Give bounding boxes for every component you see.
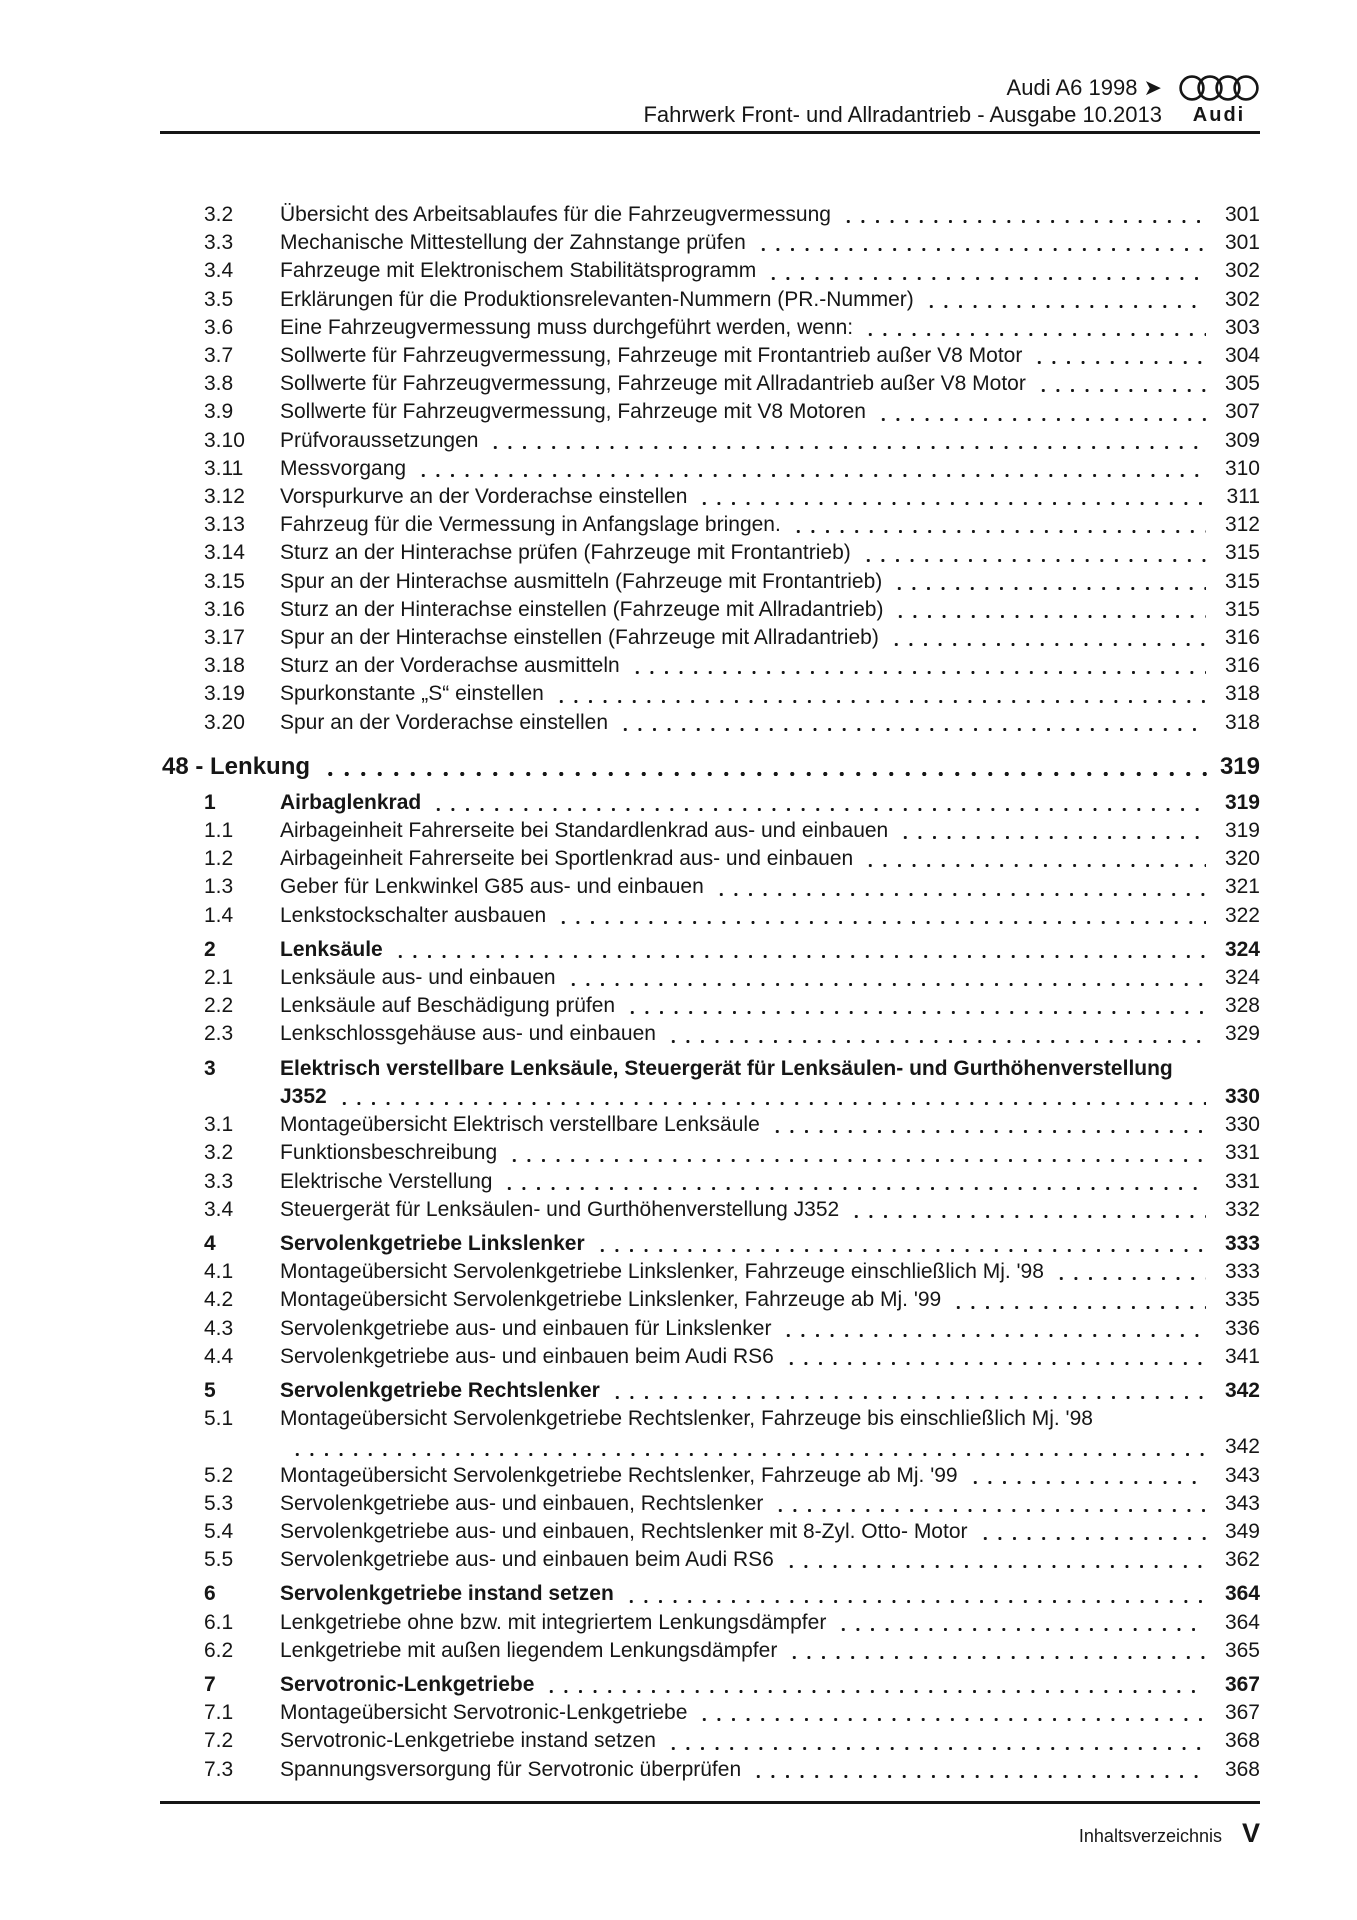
toc-entry-title: Servolenkgetriebe aus- und einbauen, Rechtslenker mit 8-Zyl. Otto- Motor [280,1519,968,1543]
toc-entry-number: 3.10 [204,428,245,452]
toc-entry-title: Sturz an der Hinterachse prüfen (Fahrzeuge mit Frontantrieb) [280,541,851,565]
toc-row-48 - Lenkung [147,751,1260,783]
toc-entry-title: Montageübersicht Elektrisch verstellbare Lenksäule [280,1113,760,1137]
toc-row-4 [147,1230,1260,1258]
toc-entry-number: 3.14 [204,541,245,565]
toc-row-1 [147,789,1260,817]
footer-divider [160,1801,1260,1804]
toc-page-number: 322 [1224,903,1260,927]
toc-page-number: 309 [1224,428,1260,452]
toc-entry-number: 2.1 [204,966,234,990]
toc-page-number: 320 [1224,847,1260,871]
toc-row-3.1 [147,1111,1260,1139]
dot-leader [849,1213,1206,1220]
toc-row-7.2 [147,1727,1260,1755]
toc-page-number: 364 [1224,1610,1260,1634]
toc-page-number: 305 [1224,372,1260,396]
toc-row-3.2 [147,201,1260,229]
audi-rings-icon [1178,74,1260,102]
dot-leader [773,1507,1206,1514]
toc-page-number: 335 [1224,1288,1260,1312]
toc-entry-line2 [147,1083,1260,1111]
toc-page-number: 331 [1224,1141,1260,1165]
toc-row-4.3 [147,1315,1260,1343]
toc-entry-number: 1.3 [204,875,234,899]
toc-page-number: 342 [1224,1378,1260,1402]
dot-leader [714,891,1206,898]
toc-entry-title: Spur an der Vorderachse einstellen [280,710,609,734]
toc-row-3.7 [147,342,1260,370]
dot-leader [666,1745,1206,1752]
toc-page-number: 311 [1226,485,1260,509]
dot-leader [290,1451,1206,1458]
dot-leader [393,953,1206,960]
toc-row-4.2 [147,1286,1260,1314]
dot-leader [625,1009,1206,1016]
toc-page-number: 368 [1224,1729,1260,1753]
dot-leader [889,641,1206,648]
dot-leader [488,444,1206,451]
footer-page-number: V [1241,1818,1260,1848]
dot-leader [861,557,1206,564]
dot-leader [781,1332,1206,1339]
dot-leader [666,1038,1206,1045]
toc-row-5 [147,1377,1260,1405]
toc-row-6.1 [147,1609,1260,1637]
toc-entry-number: 4.3 [204,1316,234,1340]
toc-entry-title: Airbageinheit Fahrerseite bei Sportlenkrad aus- und einbauen [280,847,854,871]
toc-entry-number: 3.4 [204,259,234,283]
toc-row-3.6 [147,314,1260,342]
toc-entry-number: 5.4 [204,1519,234,1543]
toc-page-number: 302 [1224,259,1260,283]
dot-leader [1054,1275,1206,1282]
toc-entry-number: 3.13 [204,513,245,537]
toc-row-2.1 [147,964,1260,992]
toc-entry-title: Übersicht des Arbeitsablaufes für die Fahrzeugvermessung [280,203,831,226]
toc-row-6 [147,1580,1260,1608]
header-title-line2: Fahrwerk Front- und Allradantrieb - Ausgabe 10.2013 [643,102,1162,127]
toc-entry-number: 3.15 [204,569,245,593]
toc-entry-title: Montageübersicht Servolenkgetriebe Rechtslenker, Fahrzeuge bis einschließlich Mj. '98 [280,1407,1093,1431]
dot-leader [951,1304,1206,1311]
toc-page-number: 342 [1224,1435,1260,1459]
toc-entry-number: 5.2 [204,1463,234,1487]
dot-leader [841,218,1206,225]
toc-entry-title: Fahrzeug für die Vermessung in Anfangslage bringen. [280,513,781,537]
toc-page-number: 368 [1224,1757,1260,1781]
dot-leader [924,303,1206,310]
toc-entry-title: Servotronic-Lenkgetriebe instand setzen [280,1729,656,1753]
footer-label: Inhaltsverzeichnis [1078,1826,1222,1846]
toc-row-3.19 [147,680,1260,708]
toc-row-3.4 [147,1196,1260,1224]
toc-entry-number: 4.4 [204,1344,234,1368]
toc-row-3.10 [147,427,1260,455]
toc-page-number: 341 [1224,1344,1260,1368]
dot-leader [978,1535,1207,1542]
toc-row-3.11 [147,455,1260,483]
toc-entry-number: 2.3 [204,1022,234,1046]
toc-page-number: 364 [1224,1582,1260,1606]
toc-page-number: 319 [1219,752,1260,780]
toc-page-number: 343 [1224,1491,1260,1515]
dot-leader [968,1479,1206,1486]
dot-leader [863,331,1206,338]
toc-entry-title: Spannungsversorgung für Servotronic überprüfen [280,1757,742,1781]
toc-entry-title: Montageübersicht Servolenkgetriebe Rechtslenker, Fahrzeuge ab Mj. '99 [280,1463,958,1487]
toc-page-number: 319 [1224,790,1260,814]
toc-row-3.9 [147,398,1260,426]
dot-leader [876,416,1206,423]
toc-page-number: 310 [1224,456,1260,480]
toc-page-number: 332 [1224,1197,1260,1221]
toc-entry-number: 7.2 [204,1729,234,1753]
toc-page-number: 304 [1224,344,1260,368]
toc-entry-number: 3.5 [204,287,234,311]
toc-entry-title: Montageübersicht Servolenkgetriebe Linkslenker, Fahrzeuge ab Mj. '99 [280,1288,942,1312]
dot-leader [863,862,1206,869]
dot-leader [624,1598,1206,1605]
dot-leader [751,1773,1206,1780]
toc [147,201,1260,1784]
toc-page-number: 315 [1224,597,1260,621]
toc-row-4.4 [147,1343,1260,1371]
toc-entry-number: 3.12 [204,485,245,509]
toc-page-number: 328 [1224,994,1260,1018]
toc-entry-title: Prüfvoraussetzungen [280,428,479,452]
toc-entry-number: 1 [204,790,216,814]
toc-entry-title: Servotronic-Lenkgetriebe [280,1672,535,1696]
header-title-line1: Audi A6 1998 ➤ [1006,75,1162,100]
toc-entry-number: 4.2 [204,1288,234,1312]
toc-row-7.1 [147,1699,1260,1727]
toc-entry-number: 3.20 [204,710,245,734]
dot-leader [791,528,1206,535]
toc-page-number: 349 [1224,1519,1260,1543]
toc-entry-title: Eine Fahrzeugvermessung muss durchgeführt werden, wenn: [280,315,854,339]
toc-page-number: 324 [1224,966,1260,990]
toc-entry-number: 3.4 [204,1197,234,1221]
toc-page-number: 301 [1224,231,1260,255]
audi-logo [1178,74,1260,126]
dot-leader [544,1688,1206,1695]
dot-leader [756,246,1206,253]
toc-page-number: 331 [1224,1169,1260,1193]
toc-entry-number: 4.1 [204,1260,234,1284]
toc-row-3.3 [147,1168,1260,1196]
toc-entry-title: Lenkgetriebe mit außen liegendem Lenkungsdämpfer [280,1638,778,1662]
toc-entry-title: Lenkgetriebe ohne bzw. mit integriertem Lenkungsdämpfer [280,1610,827,1634]
toc-page-number: 329 [1224,1022,1260,1046]
toc-page-number: 315 [1224,569,1260,593]
toc-entry-number: 3.1 [204,1113,234,1137]
toc-page-number: 318 [1224,710,1260,734]
toc-entry-number: 3.17 [204,626,245,650]
toc-row-3 [147,1055,1260,1111]
toc-entry-title: Servolenkgetriebe Rechtslenker [280,1378,600,1402]
toc-entry-number: 6.2 [204,1638,234,1662]
toc-row-7 [147,1671,1260,1699]
toc-page-number: 367 [1224,1672,1260,1696]
toc-entry-title: Funktionsbeschreibung [280,1141,498,1165]
dot-leader [892,585,1206,592]
toc-entry-title: Montageübersicht Servotronic-Lenkgetriebe [280,1701,688,1725]
toc-entry-title: Sollwerte für Fahrzeugvermessung, Fahrzeuge mit Allradantrieb außer V8 Motor [280,372,1026,396]
dot-leader [836,1626,1206,1633]
dot-leader [431,806,1206,813]
toc-row-3.17 [147,624,1260,652]
toc-entry-title: Spurkonstante „S“ einstellen [280,682,544,706]
toc-page-number: 318 [1224,682,1260,706]
toc-entry-title: Lenkstockschalter ausbauen [280,903,547,927]
toc-entry-title: Lenksäule [280,937,383,961]
toc-entry-title: Spur an der Hinterachse ausmitteln (Fahrzeuge mit Frontantrieb) [280,569,883,593]
toc-page-number: 330 [1224,1084,1260,1108]
toc-row-5.3 [147,1490,1260,1518]
toc-row-1.2 [147,845,1260,873]
toc-row-5.5 [147,1546,1260,1574]
dot-leader [502,1185,1206,1192]
toc-row-2.3 [147,1020,1260,1048]
toc-entry-title: Servolenkgetriebe instand setzen [280,1582,614,1606]
toc-entry-number: 1.1 [204,819,234,843]
toc-page-number: 319 [1224,819,1260,843]
toc-entry-number: 7.3 [204,1757,234,1781]
toc-entry-title: Fahrzeuge mit Elektronischem Stabilitätsprogramm [280,259,757,283]
toc-entry-number: 3.2 [204,1141,234,1165]
audi-wordmark: Audi [1192,104,1246,126]
dot-leader [1036,387,1206,394]
dot-leader [595,1247,1206,1254]
toc-row-3.14 [147,539,1260,567]
toc-entry-number: 3.18 [204,654,245,678]
dot-leader [784,1360,1206,1367]
toc-entry-number: 3.7 [204,344,234,368]
toc-entry-title: Servolenkgetriebe aus- und einbauen für Linkslenker [280,1316,772,1340]
toc-row-6.2 [147,1637,1260,1665]
toc-entry-title: Airbaglenkrad [280,790,422,814]
toc-entry-title: Sollwerte für Fahrzeugvermessung, Fahrzeuge mit Frontantrieb außer V8 Motor [280,344,1023,368]
toc-page-number: 324 [1224,937,1260,961]
toc-entry-number: 5.1 [204,1407,234,1431]
toc-page-number: 336 [1224,1316,1260,1340]
toc-entry-title: Geber für Lenkwinkel G85 aus- und einbauen [280,875,704,899]
toc-page-number: 312 [1224,513,1260,537]
page-footer [160,1818,1260,1849]
toc-entry-number: 3.3 [204,1169,234,1193]
dot-leader [630,669,1206,676]
dot-leader [784,1563,1206,1570]
toc-row-7.3 [147,1756,1260,1784]
dot-leader [507,1157,1206,1164]
toc-entry-title: Vorspurkurve an der Vorderachse einstellen [280,485,688,509]
toc-row-5.4 [147,1518,1260,1546]
toc-page-number: 365 [1224,1638,1260,1662]
toc-page-number: 315 [1224,541,1260,565]
dot-leader [554,698,1206,705]
toc-page-number: 321 [1224,875,1260,899]
toc-entry-title: Spur an der Hinterachse einstellen (Fahrzeuge mit Allradantrieb) [280,626,879,650]
toc-row-2.2 [147,992,1260,1020]
toc-row-2 [147,936,1260,964]
dot-leader [322,770,1208,778]
toc-page-number: 333 [1224,1260,1260,1284]
toc-entry-number: 3.3 [204,231,234,255]
toc-entry-title: Servolenkgetriebe aus- und einbauen beim Audi RS6 [280,1548,774,1572]
toc-row-1.3 [147,873,1260,901]
toc-entry-title: Airbageinheit Fahrerseite bei Standardlenkrad aus- und einbauen [280,819,889,843]
dot-leader [770,1128,1206,1135]
toc-entry-title: Sturz an der Vorderachse ausmitteln [280,654,620,678]
toc-entry-line1 [147,1055,1260,1083]
toc-page-number: 343 [1224,1463,1260,1487]
dot-leader [610,1394,1206,1401]
dot-leader [766,275,1206,282]
toc-row-5.2 [147,1462,1260,1490]
toc-row-3.20 [147,709,1260,737]
toc-entry-title: Steuergerät für Lenksäulen- und Gurthöhenverstellung J352 [280,1197,840,1221]
toc-entry-title: Sturz an der Hinterachse einstellen (Fahrzeuge mit Allradantrieb) [280,597,884,621]
dot-leader [898,834,1206,841]
toc-row-1.1 [147,817,1260,845]
toc-entry-title: Lenksäule aus- und einbauen [280,966,556,990]
dot-leader [893,613,1206,620]
toc-row-3.13 [147,511,1260,539]
toc-entry-number: 3.11 [204,456,244,480]
page-header [160,74,1260,128]
toc-row-3.2 [147,1139,1260,1167]
toc-entry-number: 1.2 [204,847,234,871]
toc-row-3.12 [147,483,1260,511]
toc-page-number: 302 [1224,287,1260,311]
toc-entry-title: Servolenkgetriebe aus- und einbauen beim Audi RS6 [280,1344,774,1368]
toc-entry-title: Sollwerte für Fahrzeugvermessung, Fahrzeuge mit V8 Motoren [280,400,866,424]
toc-entry-number: 6.1 [204,1610,234,1634]
toc-page-number: 316 [1224,654,1260,678]
toc-entry-title: Servolenkgetriebe aus- und einbauen, Rechtslenker [280,1491,764,1515]
toc-entry-title: Servolenkgetriebe Linkslenker [280,1231,585,1255]
toc-row-3.8 [147,370,1260,398]
toc-entry-number: 5 [204,1378,216,1402]
toc-entry-number: 6 [204,1582,216,1606]
dot-leader [566,981,1206,988]
dot-leader [787,1654,1206,1661]
dot-leader [697,1716,1206,1723]
toc-entry-number: 5.5 [204,1548,234,1572]
header-titles [643,74,1162,128]
toc-page-number: 303 [1224,315,1260,339]
dot-leader [618,726,1206,733]
toc-entry-number: 7 [204,1672,216,1696]
toc-row-5.1 [147,1405,1260,1461]
toc-entry-number: 3.6 [204,315,234,339]
toc-row-3.4 [147,257,1260,285]
toc-entry-number: 3.2 [204,203,234,226]
toc-page-number: 301 [1224,203,1260,226]
toc-entry-number: 7.1 [204,1701,234,1725]
toc-chapter-title: 48 - Lenkung [162,752,311,780]
toc-entry-title-continued: J352 [280,1084,327,1108]
toc-entry-line1 [147,1405,1260,1433]
header-divider [160,131,1260,134]
toc-page-number: 333 [1224,1231,1260,1255]
toc-row-3.15 [147,568,1260,596]
toc-entry-number: 2 [204,937,216,961]
dot-leader [416,472,1206,479]
toc-entry-title: Montageübersicht Servolenkgetriebe Linkslenker, Fahrzeuge einschließlich Mj. '98 [280,1260,1044,1284]
toc-entry-number: 1.4 [204,903,234,927]
toc-page-number: 307 [1224,400,1260,424]
toc-entry-line2 [147,1433,1260,1461]
toc-entry-title: Elektrisch verstellbare Lenksäule, Steuergerät für Lenksäulen- und Gurthöhenverstellung [280,1056,1173,1080]
toc-row-3.5 [147,286,1260,314]
toc-entry-title: Elektrische Verstellung [280,1169,493,1193]
dot-leader [337,1100,1206,1107]
toc-page-number: 362 [1224,1548,1260,1572]
toc-row-1.4 [147,902,1260,930]
toc-entry-title: Messvorgang [280,456,407,480]
toc-row-3.18 [147,652,1260,680]
toc-entry-number: 4 [204,1231,216,1255]
toc-entry-title: Lenkschlossgehäuse aus- und einbauen [280,1022,656,1046]
toc-page-number: 330 [1224,1113,1260,1137]
toc-row-4.1 [147,1258,1260,1286]
toc-row-3.16 [147,596,1260,624]
toc-entry-number: 3.9 [204,400,234,424]
toc-row-3.3 [147,229,1260,257]
toc-page-number: 316 [1224,626,1260,650]
toc-entry-number: 3 [204,1056,216,1080]
dot-leader [556,919,1206,926]
toc-entry-title: Lenksäule auf Beschädigung prüfen [280,994,616,1018]
toc-entry-number: 3.8 [204,372,234,396]
toc-entry-number: 5.3 [204,1491,234,1515]
toc-entry-title: Mechanische Mittestellung der Zahnstange prüfen [280,231,746,255]
toc-entry-number: 3.19 [204,682,245,706]
toc-entry-title: Erklärungen für die Produktionsrelevanten-Nummern (PR.-Nummer) [280,287,914,311]
toc-entry-number: 3.16 [204,597,245,621]
toc-entry-number: 2.2 [204,994,234,1018]
dot-leader [1032,359,1206,366]
toc-page-number: 367 [1224,1701,1260,1725]
dot-leader [697,500,1206,507]
